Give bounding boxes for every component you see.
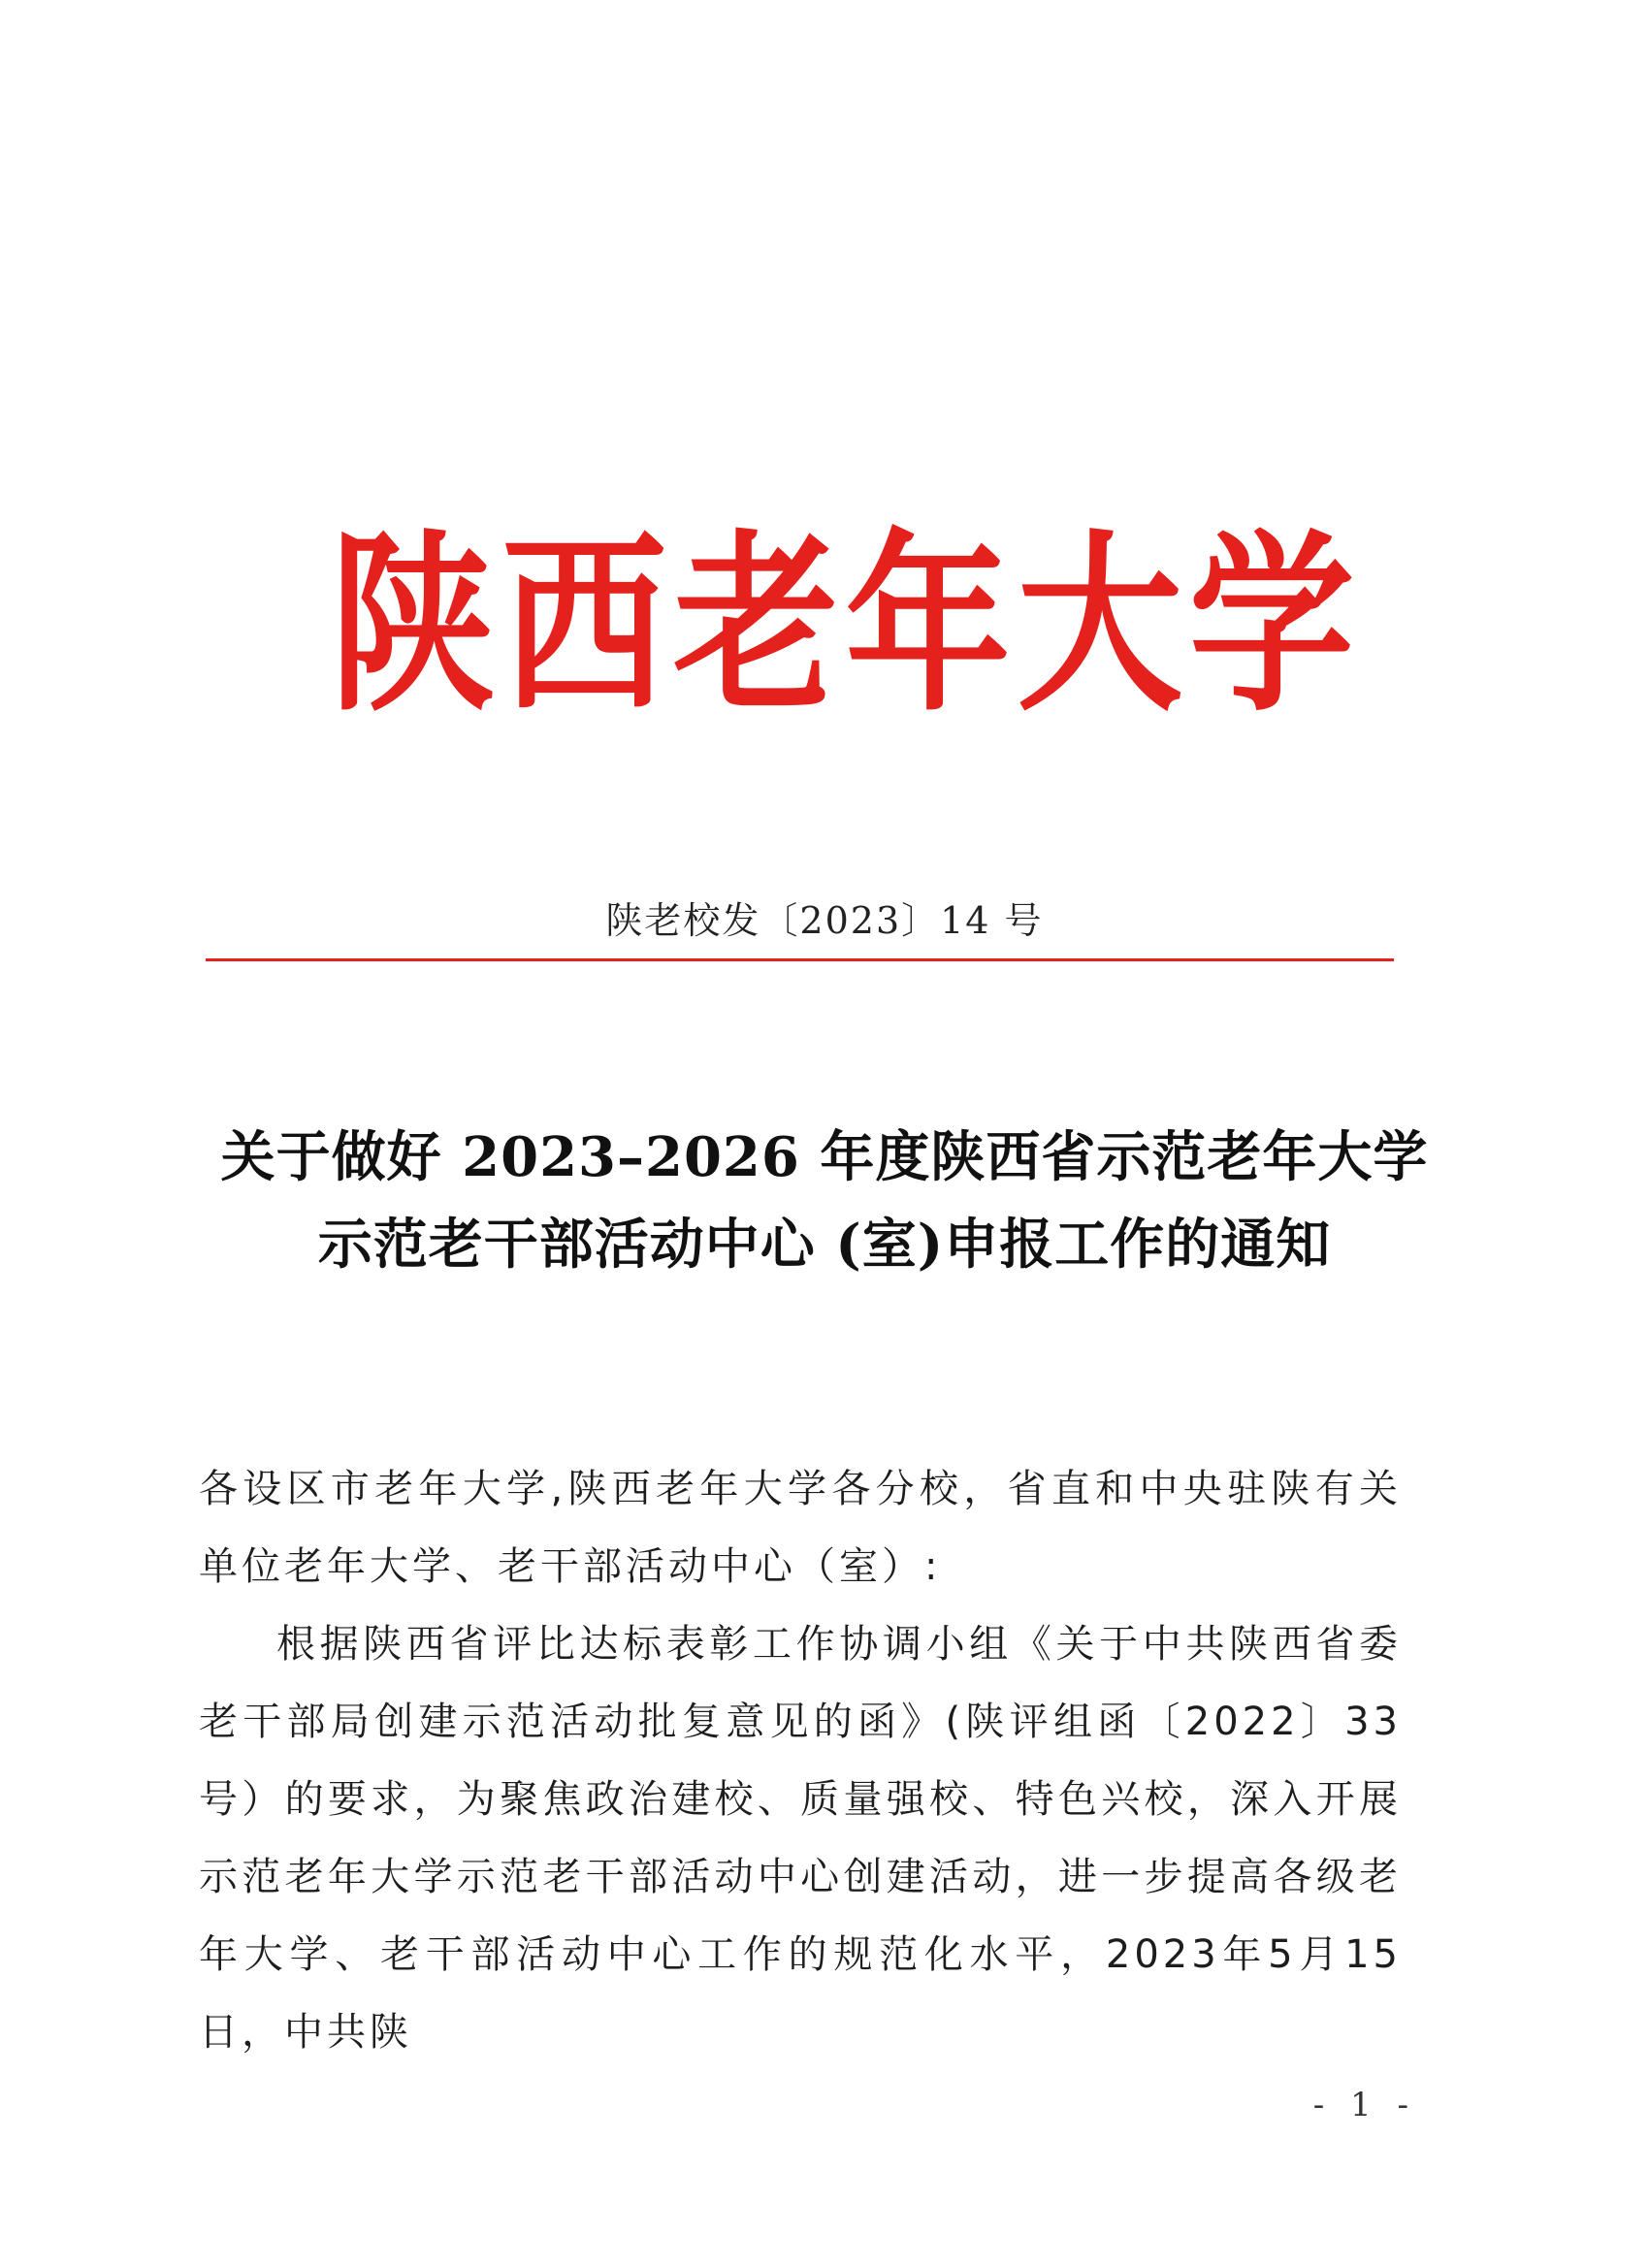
addressee-paragraph: 各设区市老年大学,陕西老年大学各分校，省直和中央驻陕有关单位老年大学、老干部活动中心（室）:: [199, 1467, 1402, 1589]
red-separator-line: [206, 958, 1394, 961]
title-line-1: 关于做好 2023–2026 年度陕西省示范老年大学: [220, 1125, 1429, 1189]
masthead: 陕西老年大学: [330, 511, 1361, 737]
page-number: - 1 -: [1312, 2086, 1416, 2124]
document-number: 陕老校发〔2023〕14 号: [605, 899, 1044, 942]
body-paragraph: 根据陕西省评比达标表彰工作协调小组《关于中共陕西省委老干部局创建示范活动批复意见的函》(陕评组函〔2022〕33号）的要求，为聚焦政治建校、质量强校、特色兴校，深入开展示范老年大学示范老干部活动中心创建活动，进一步提高各级老年大学、老干部活动中心工作的规范化水平，2023年5月15日，中共陕: [199, 1622, 1402, 2055]
title-line-2: 示范老干部活动中心 (室)申报工作的通知: [317, 1213, 1332, 1277]
document-body: [199, 1450, 1402, 2071]
document-title: [0, 1114, 1649, 1288]
